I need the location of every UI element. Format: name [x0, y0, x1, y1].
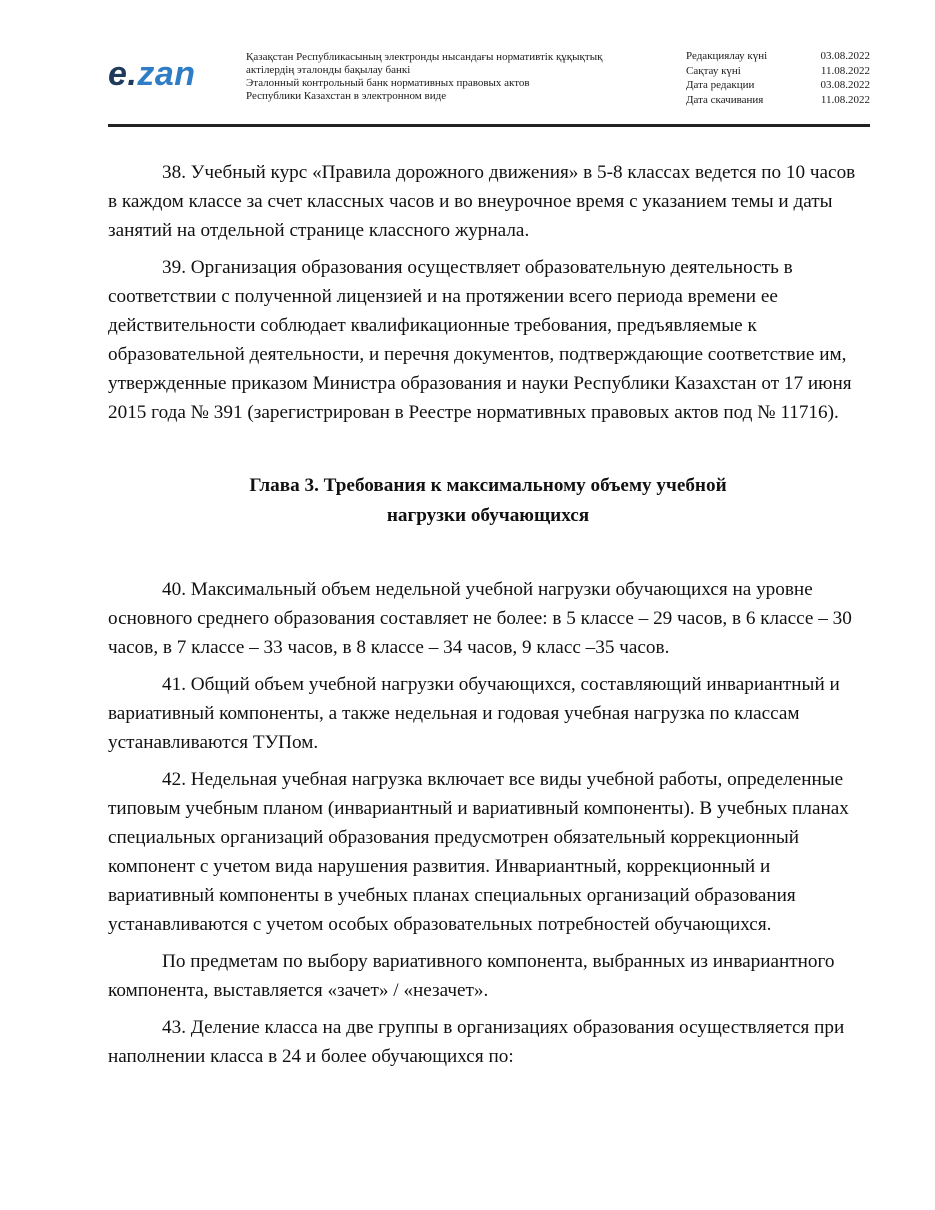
meta-label: Дата редакции	[686, 79, 755, 92]
header-line: Республики Казахстан в электронном виде	[246, 90, 447, 102]
meta-label: Редакциялау күні	[686, 50, 768, 62]
meta-row-edit-date	[686, 78, 870, 93]
header-bank-title	[246, 51, 666, 103]
paragraph-42: 42. Недельная учебная нагрузка включает все виды учебной работы, определенные типовым учебным планом (инвариантный и вариативный компоненты). В учебных планах специальных организаций образования предусмотрен обязательный коррекционный компонент с учетом вида нарушения развития. Инвариантный, коррекционный и вариативный компоненты в учебных планах специальных организаций образования устанавливаются с учетом особых образовательных потребностей обучающихся.	[108, 769, 849, 935]
meta-value: 03.08.2022	[820, 50, 870, 62]
meta-label: Сақтау күні	[686, 64, 741, 77]
meta-value: 11.08.2022	[820, 93, 870, 106]
header-line: актілердің эталонды бақылау банкі	[246, 64, 411, 76]
logo-e: e.	[108, 55, 138, 93]
chapter-3-heading	[108, 471, 868, 531]
logo-zan: zan	[137, 55, 196, 93]
header-divider	[108, 124, 870, 127]
chapter-heading-line: Глава 3. Требования к максимальному объему учебной	[249, 475, 727, 496]
meta-row-download-date	[686, 93, 870, 108]
header-line: Қазақстан Республикасының электронды нысандағы нормативтік құқықтық	[246, 51, 603, 63]
document-body	[108, 158, 868, 1079]
meta-row-edit-date-kz	[686, 49, 870, 64]
chapter-heading-line: нагрузки обучающихся	[386, 505, 590, 526]
document-header	[108, 48, 870, 118]
meta-value: 03.08.2022	[820, 79, 870, 92]
ezan-logo[interactable]	[108, 54, 196, 94]
meta-value: 11.08.2022	[820, 64, 870, 77]
paragraph-43: 43. Деление класса на две группы в организациях образования осуществляется при наполнении класса в 24 и более обучающихся по:	[108, 1017, 845, 1067]
paragraph-40: 40. Максимальный объем недельной учебной нагрузки обучающихся на уровне основного среднего образования составляет не более: в 5 классе – 29 часов, в 6 классе – 30 часов, в 7 классе – 33 часов, в 8 классе – 34 часов, 9 класс –35 часов.	[108, 579, 852, 658]
paragraph-41: 41. Общий объем учебной нагрузки обучающихся, составляющий инвариантный и вариативный компоненты, а также недельная и годовая учебная нагрузка по классам устанавливаются ТУПом.	[108, 674, 840, 753]
meta-row-save-date-kz	[686, 64, 870, 79]
paragraph-39: 39. Организация образования осуществляет образовательную деятельность в соответствии с полученной лицензией и на протяжении всего периода времени ее действительности соблюдает квалификационные требования, предъявляемые к образовательной деятельности, и перечня документов, подтверждающие соответствие им, утвержденные приказом Министра образования и науки Республики Казахстан от 17 июня 2015 года № 391 (зарегистрирован в Реестре нормативных правовых актов под № 11716).	[108, 257, 852, 423]
paragraph-42-continued: По предметам по выбору вариативного компонента, выбранных из инвариантного компонента, выставляется «зачет» / «незачет».	[108, 951, 835, 1001]
header-dates	[686, 49, 870, 107]
header-line: Эталонный контрольный банк нормативных правовых актов	[246, 77, 530, 89]
meta-label: Дата скачивания	[686, 93, 764, 106]
paragraph-38: 38. Учебный курс «Правила дорожного движения» в 5-8 классах ведется по 10 часов в каждом классе за счет классных часов и во внеурочное время с указанием темы и даты занятий на отдельной странице классного журнала.	[108, 162, 856, 241]
